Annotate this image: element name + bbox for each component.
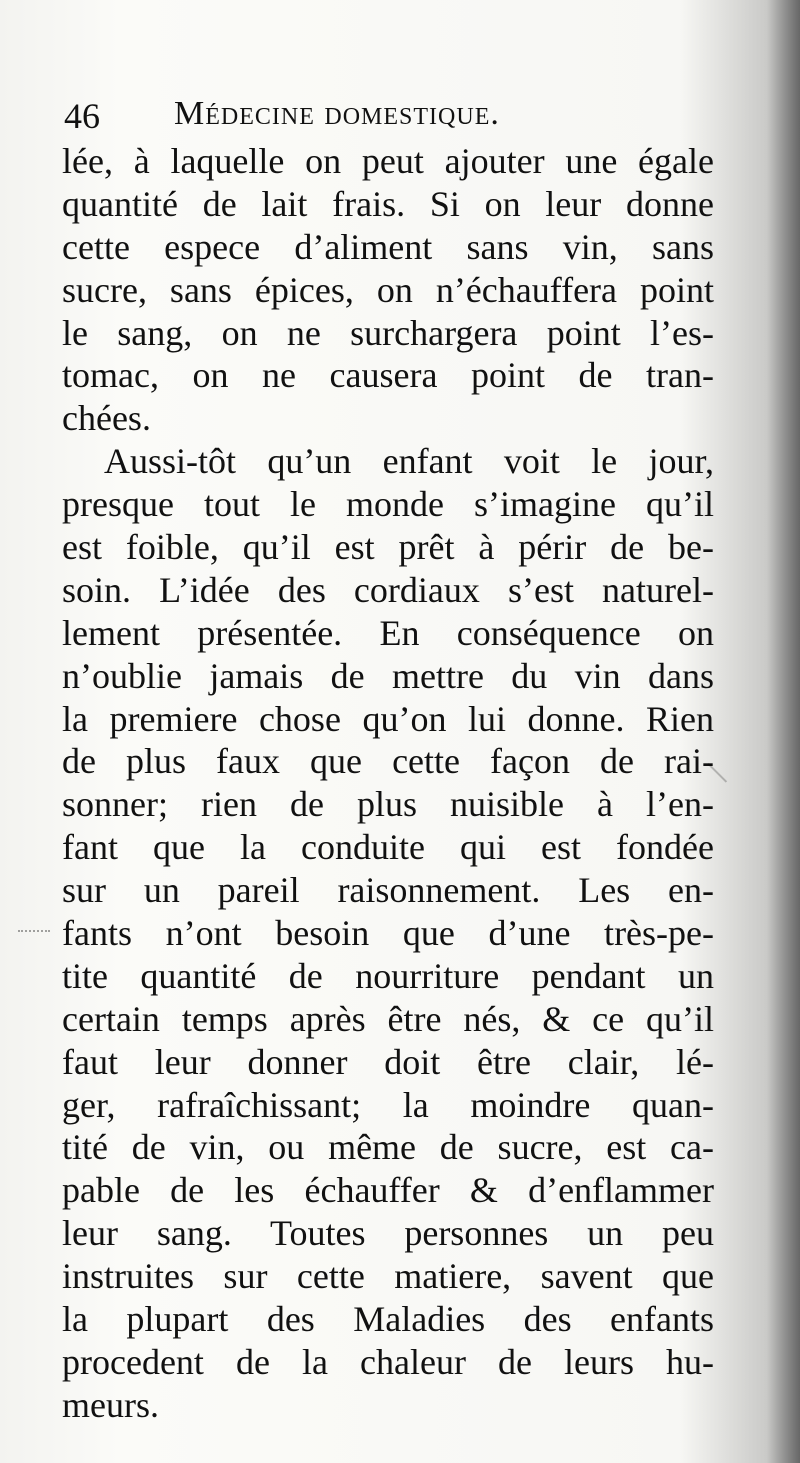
page-header	[64, 92, 714, 144]
text-line: tite quantité de nourriture pendant un	[62, 955, 714, 996]
text-line: presque tout le monde s’imagine qu’il	[62, 484, 714, 525]
text-line: lement présentée. En conséquence on	[62, 612, 714, 653]
text-line: soin. L’idée des cordiaux s’est naturel-	[62, 569, 714, 610]
text-line: tomac, on ne causera point de tran-	[62, 355, 714, 396]
text-line: n’oublie jamais de mettre du vin dans	[62, 655, 714, 696]
text-line: instruites sur cette matiere, savent que	[62, 1256, 714, 1297]
running-title: Médecine domestique.	[174, 95, 500, 132]
text-line: est foible, qu’il est prêt à périr de be-	[62, 527, 714, 568]
text-line: pable de les échauffer & d’enflammer	[62, 1170, 714, 1211]
page-number: 46	[64, 96, 100, 136]
text-line: meurs.	[62, 1384, 159, 1425]
text-line: ger, rafraîchissant; la moindre quan-	[62, 1084, 714, 1125]
text-line: le sang, on ne surchargera point l’es-	[62, 312, 714, 353]
text-line: faut leur donner doit être clair, lé-	[62, 1041, 714, 1082]
text-line: tité de vin, ou même de sucre, est ca-	[62, 1127, 714, 1168]
text-line: de plus faux que cette façon de rai-	[62, 741, 714, 782]
text-line: procedent de la chaleur de leurs hu-	[62, 1341, 714, 1382]
text-line: chées.	[62, 398, 151, 439]
text-line: certain temps après être nés, & ce qu’il	[62, 998, 714, 1039]
text-line: sonner; rien de plus nuisible à l’en-	[62, 784, 714, 825]
paragraph-first-line: Aussi-tôt qu’un enfant voit le jour,	[104, 441, 714, 482]
text-line: la premiere chose qu’on lui donne. Rien	[62, 698, 714, 739]
ink-mark	[18, 930, 50, 940]
body-text	[62, 140, 714, 1427]
text-line: sur un pareil raisonnement. Les en-	[62, 870, 714, 911]
page-edge-shadow	[766, 0, 800, 1463]
text-line: lée, à laquelle on peut ajouter une égale	[62, 141, 714, 181]
text-line: la plupart des Maladies des enfants	[62, 1299, 714, 1340]
text-line: fants n’ont besoin que d’une très-pe-	[62, 913, 714, 954]
text-line: cette espece d’aliment sans vin, sans	[62, 226, 714, 267]
text-line: sucre, sans épices, on n’échauffera point	[62, 269, 714, 310]
text-line: fant que la conduite qui est fondée	[62, 827, 714, 868]
text-line: leur sang. Toutes personnes un peu	[62, 1213, 714, 1254]
text-line: quantité de lait frais. Si on leur donne	[62, 183, 714, 224]
